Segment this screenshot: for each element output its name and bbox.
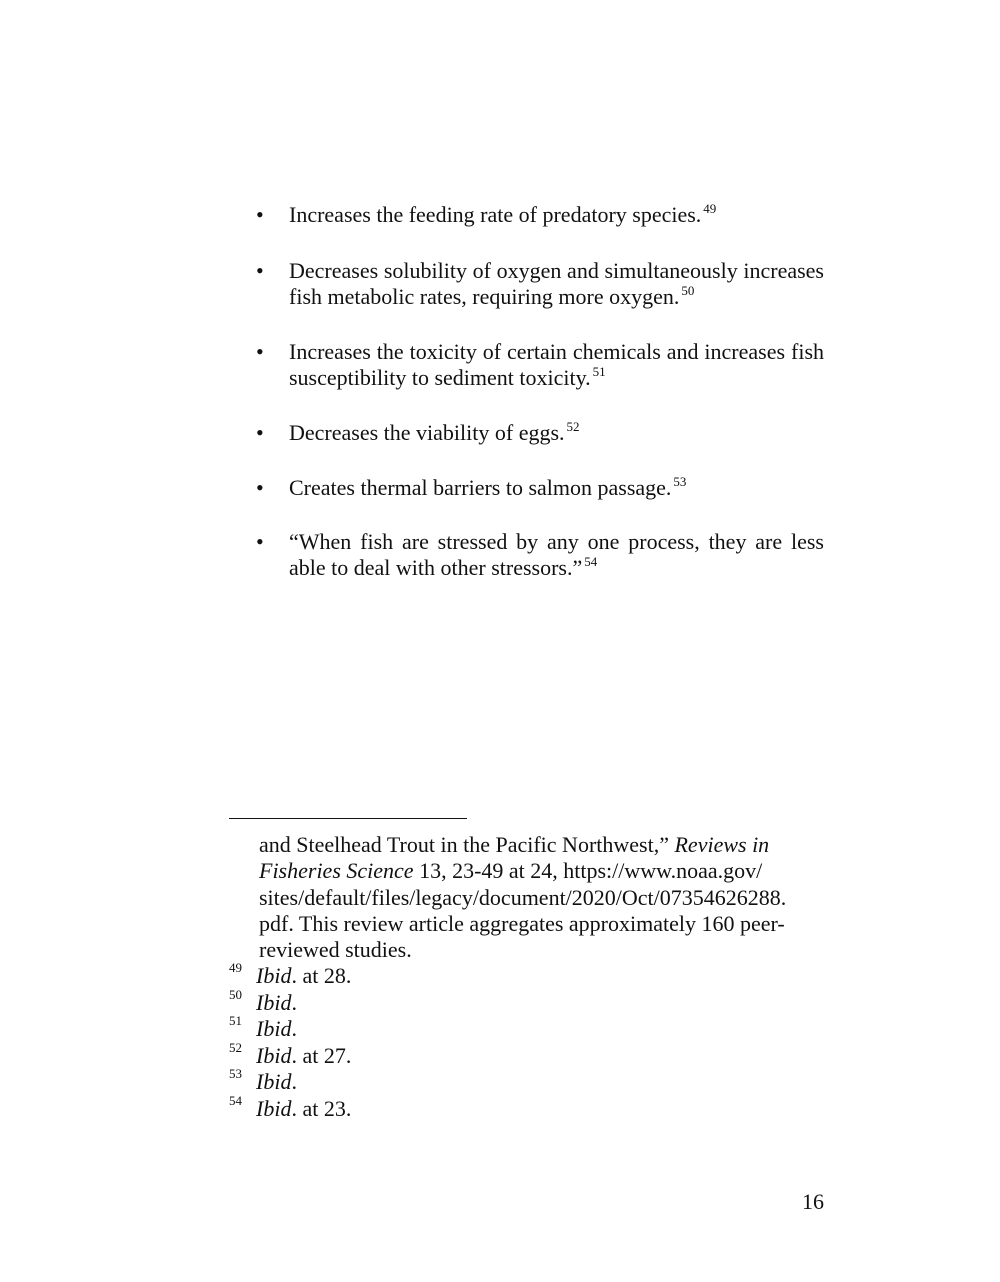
- footnote-ref[interactable]: 52: [566, 419, 580, 434]
- bullet-icon: •: [256, 420, 264, 445]
- bullet-icon: •: [256, 529, 264, 554]
- bullet-icon: •: [256, 339, 264, 364]
- bullet-text: Decreases the viability of eggs. $^{52}$: [289, 419, 580, 445]
- footnote-number: 51: [229, 1013, 242, 1028]
- footnote: 54 Ibid. at 23.: [229, 1092, 352, 1121]
- bullet-icon: •: [256, 202, 264, 227]
- page-number: 16: [802, 1189, 824, 1214]
- footnote-continuation: and Steelhead Trout in the Pacific Northwest,” Reviews in Fisheries Science 13, 23-49 at 24, https://www.noaa.gov/ sites/default/files/legacy/document/2020/Oct/07354626288. pdf. This review article aggregates approximately 160 peer- reviewed studies.: [259, 832, 787, 963]
- footnote-number: 49: [229, 960, 242, 975]
- footnote-list: [229, 960, 829, 1122]
- footnote: 52 Ibid. at 27.: [229, 1039, 352, 1068]
- footnote-number: 50: [229, 986, 242, 1002]
- journal-title: Reviews in: [674, 832, 770, 857]
- footnote: 50 Ibid.: [229, 986, 297, 1015]
- footnote-number: 54: [229, 1092, 242, 1108]
- footnote-ref[interactable]: 49: [703, 201, 717, 216]
- bullet-text: “When fish are stressed by any one process, they are less able to deal with other stressors.” $^{54}$: [289, 529, 824, 580]
- bullet-text: Increases the toxicity of certain chemicals and increases fish susceptibility to sediment toxicity. $^{51}$: [289, 339, 824, 390]
- footnote: 53 Ibid.: [229, 1066, 297, 1094]
- footnote-number: 53: [229, 1066, 242, 1081]
- bullet-icon: •: [256, 258, 264, 283]
- journal-title: Fisheries Science: [259, 858, 414, 884]
- footnote: 51 Ibid.: [229, 1013, 297, 1041]
- bullet-text: Creates thermal barriers to salmon passage. $^{53}$: [289, 474, 687, 500]
- footnote-number: 52: [229, 1039, 242, 1055]
- footnote-ref[interactable]: 54: [584, 554, 598, 569]
- footnote: 49 Ibid. at 28.: [229, 960, 352, 988]
- bullet-text: Decreases solubility of oxygen and simultaneously increases fish metabolic rates, requiring more oxygen. $^{50}$: [289, 258, 824, 309]
- footnote-ref[interactable]: 51: [592, 364, 606, 379]
- footnote-separator: [229, 818, 467, 819]
- bullet-icon: •: [256, 475, 264, 500]
- footnote-ref[interactable]: 53: [673, 474, 687, 489]
- bullet-text: Increases the feeding rate of predatory species. $^{49}$: [289, 201, 717, 227]
- footnote-ref[interactable]: 50: [681, 283, 695, 298]
